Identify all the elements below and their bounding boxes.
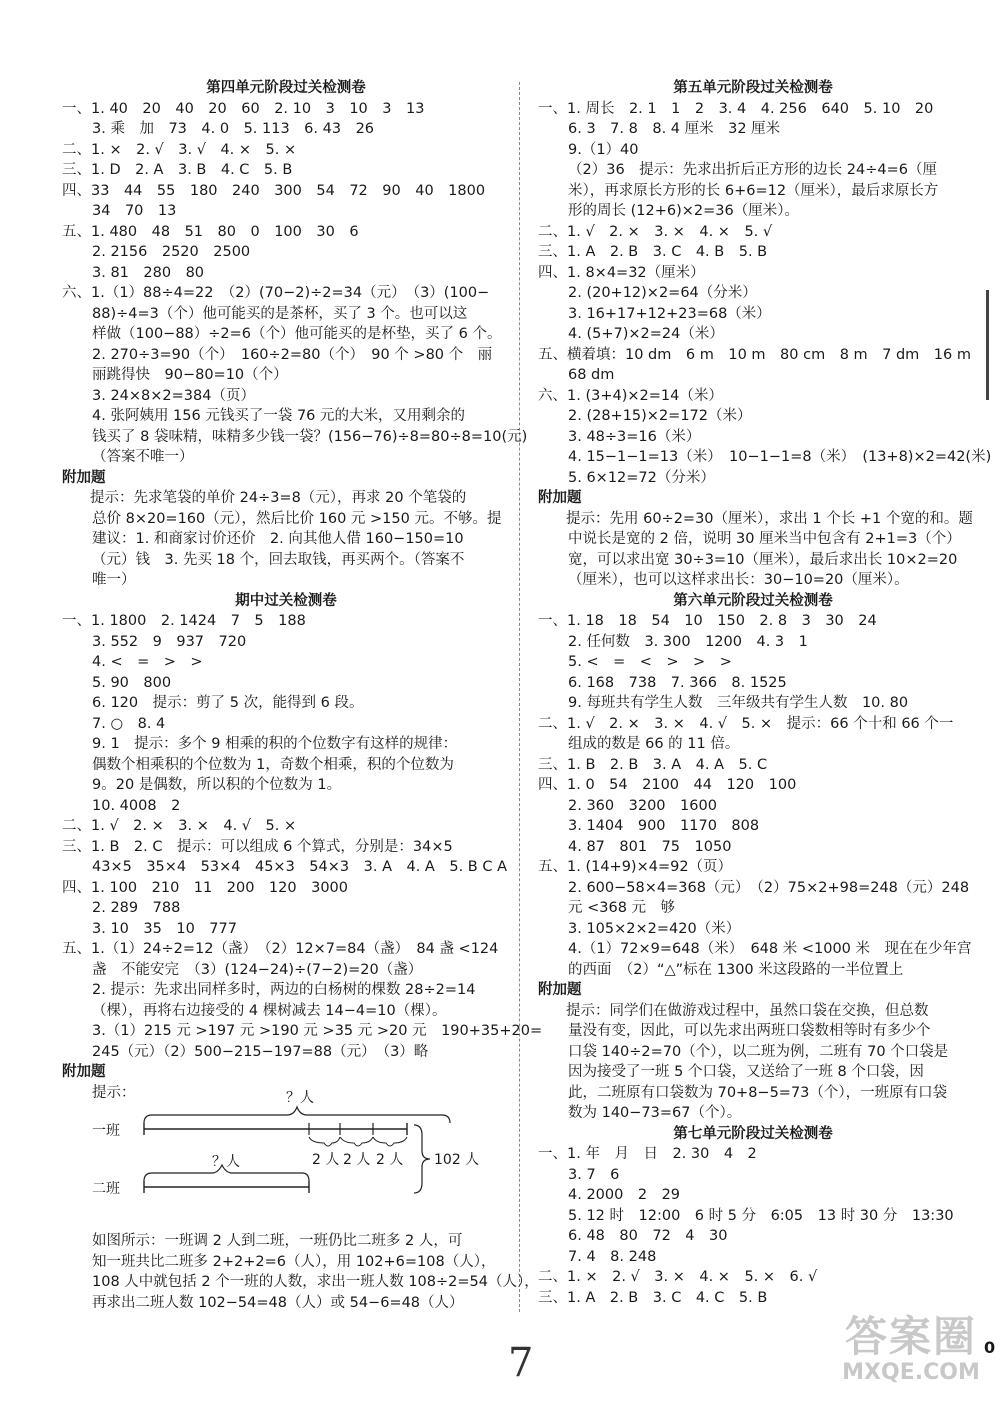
bonus-heading: 附加题 <box>538 490 582 506</box>
answer-line: 盏 不能安完 （3）(124−24)÷(7−2)=20（盏） <box>92 961 423 978</box>
total-label: 102 人 <box>434 1152 480 1168</box>
answer-line: 4.（1）72×9=648（米） 648 米 <1000 米 现在在少年宫 <box>568 941 972 957</box>
answer-line: 4. 张阿姨用 156 元钱买了一袋 76 元的大米，又用剩余的 <box>92 408 466 424</box>
answer-line: 三、1. B 2. B 3. A 4. A 5. C <box>538 756 768 773</box>
answer-line: 2. 360 3200 1600 <box>568 797 717 814</box>
bonus-heading: 附加题 <box>62 1064 106 1080</box>
answer-line: 钱买了 8 袋味精，味精多少钱一袋？(156−76)÷8=80÷8=10(元) <box>92 428 528 445</box>
answer-line: （厘米），也可以这样求出长：30−10=20（厘米）。 <box>568 572 909 588</box>
answer-line: 3. 81 280 80 <box>92 264 205 281</box>
page-number: 0 <box>984 1338 996 1357</box>
answer-line: 6. 120 提示：剪了 5 次，能得到 6 段。 <box>92 695 364 711</box>
answer-line: 三、1. B 2. C 提示：可以组成 6 个算式，分别是：34×5 <box>62 838 453 855</box>
answer-line: 四、1. 8×4=32（厘米） <box>538 264 705 281</box>
answer-line: 提示：同学们在做游戏过程中，虽然口袋在交换，但总数 <box>566 1002 929 1019</box>
answer-line: 五、1.（1）24÷2=12（盏） （2）12×7=84（盏） 84 盏 <124 <box>62 941 499 957</box>
answer-line: 3. 16+17+12+23=68（米） <box>568 305 771 322</box>
seg-label-3: 2 人 <box>376 1152 404 1168</box>
answer-line: 二、1. × 2. √ 3. √ 4. × 5. × <box>62 141 297 158</box>
answer-line: 4. 87 801 75 1050 <box>568 838 732 855</box>
answer-line: 因为接受了一班 5 个口袋，又送给了一班 8 个口袋，因 <box>568 1064 924 1080</box>
answer-line: 108 人中就包括 2 个一班的人数，求出一班人数 108÷2=54（人）， <box>92 1274 539 1290</box>
answer-line: 二、1. √ 2. × 3. × 4. √ 5. × <box>62 818 297 834</box>
answer-line: 三、1. A 2. B 3. C 4. C 5. B <box>538 1289 768 1306</box>
answer-line: 口袋 140÷2=70（个），以二班为例，二班有 70 个口袋是 <box>568 1043 949 1060</box>
answer-line: 中说长是宽的 2 倍，说明 30 厘米当中包含有 2+1=3（个） <box>568 531 961 547</box>
answer-line: 88)÷4=3（个）他可能买的是茶杯，买了 3 个。也可以这 <box>92 305 468 322</box>
seg-label-2: 2 人 <box>343 1152 371 1168</box>
answer-line: 2. 2156 2520 2500 <box>92 244 251 260</box>
handwritten-page-mark: 7 <box>508 1340 534 1386</box>
answer-line: 2. 270÷3=90（个） 160÷2=80（个） 90 个 >80 个 丽 <box>92 346 493 363</box>
answer-line: 2. (28+15)×2=172（米） <box>568 408 752 424</box>
answer-line: 六、1. (3+4)×2=14（米） <box>538 387 723 404</box>
answer-line: 丽跳得快 90−80=10（个） <box>92 367 288 383</box>
answer-line: 5. 12 时 12:00 6 时 5 分 6:05 13 时 30 分 13:30 <box>568 1207 954 1224</box>
top-unknown-label: ？人 <box>286 1090 314 1106</box>
watermark <box>826 1314 996 1386</box>
answer-line: 3. 24×8×2=384（页） <box>92 387 255 404</box>
answer-line: 34 70 13 <box>92 203 177 219</box>
right-column <box>538 78 992 1308</box>
answer-line: 提示：先用 60÷2=30（厘米），求出 1 个长 +1 个宽的和。题 <box>566 510 973 527</box>
answer-line: （2）36 提示：先求出折后正方形的边长 24÷4=6（厘 <box>568 162 937 178</box>
answer-line: 形的周长 (12+6)×2=36（厘米）。 <box>568 203 799 219</box>
answer-line: 二、1. √ 2. × 3. × 4. √ 5. × 提示：66 个十和 66 个一 <box>538 715 954 732</box>
answer-line: 再求出二班人数 102−54=48（人）或 54−6=48（人） <box>92 1294 464 1311</box>
answer-line: 三、1. A 2. B 3. C 4. B 5. B <box>538 244 768 260</box>
answer-line: 一、1. 周长 2. 1 1 2 3. 4 4. 256 640 5. 10 20 <box>538 100 934 117</box>
answer-line: 3. 1404 900 1170 808 <box>568 818 760 834</box>
answer-line: 5. 6×12=72（分米） <box>568 469 715 486</box>
answer-line: 四、1. 100 210 11 200 120 3000 <box>62 879 348 896</box>
answer-line: 245（元）（2）500−215−197=88（元） （3）略 <box>92 1043 429 1060</box>
answer-line: 3. 10 35 10 777 <box>92 920 237 937</box>
answer-line: 米），再求原长方形的长 6+6=12（厘米），最后求原长方 <box>568 182 939 199</box>
answer-line: 知一班共比二班多 2+2+2=6（人），用 102+6=108（人）， <box>92 1253 496 1270</box>
answer-line: （棵），再将右边接受的 4 棵树减去 14−4=10（棵）。 <box>92 1002 447 1019</box>
answer-line: 偶数个相乘积的个位数为 1，奇数个相乘，积的个位数为 <box>92 756 454 773</box>
bonus-heading: 附加题 <box>538 982 582 998</box>
answer-line: 数为 140−73=67（个）。 <box>568 1105 742 1121</box>
mid-unknown-label: ？人 <box>212 1154 240 1170</box>
answer-line: 提示：先求笔袋的单价 24÷3=8（元），再求 20 个笔袋的 <box>90 490 467 506</box>
answer-line: 如图所示：一班调 2 人到二班，一班仍比二班多 2 人，可 <box>92 1233 463 1249</box>
answer-line: 六、1.（1）88÷4=22 （2）(70−2)÷2=34（元） （3）(100− <box>62 285 490 301</box>
seg-brace-2 <box>340 1137 373 1146</box>
answer-line: 9.（1）40 <box>568 141 639 158</box>
answer-line: 9. 1 提示：多个 9 相乘的积的个位数字有这样的规律： <box>92 736 458 752</box>
answer-line: （答案不唯一） <box>92 449 194 465</box>
bonus-heading: 附加题 <box>62 469 106 486</box>
answer-line: 的西面 （2）“△”标在 1300 米这段路的一半位置上 <box>568 961 904 978</box>
answer-line: 4. (5+7)×2=24（米） <box>568 326 724 342</box>
answer-line: 四、1. 0 54 2100 44 120 100 <box>538 777 797 793</box>
class2-label: 二班 <box>92 1181 120 1197</box>
answer-line: 3. 105×2×2=420（米） <box>568 920 741 937</box>
answer-line: 6. 3 7. 8 8. 4 厘米 32 厘米 <box>568 121 781 137</box>
edge-mark <box>986 290 989 400</box>
answer-line: 三、1. D 2. A 3. B 4. C 5. B <box>62 162 293 178</box>
section-title: 第六单元阶段过关检测卷 <box>673 592 833 609</box>
answer-line: 3. 48÷3=16（米） <box>568 428 701 445</box>
answer-line: 组成的数是 66 的 11 倍。 <box>568 736 740 752</box>
answer-line: 二、1. × 2. √ 3. × 4. × 5. × 6. √ <box>538 1269 818 1285</box>
answer-line: 唯一） <box>92 572 136 588</box>
answer-line: 2. (20+12)×2=64（分米） <box>568 285 757 301</box>
column-divider <box>519 82 520 1312</box>
answer-line: 一、1. 18 18 54 10 150 2. 8 3 30 24 <box>538 613 877 629</box>
answer-line: 3. 7 6 <box>568 1166 620 1183</box>
answer-line: 3.（1）215 元 >197 元 >190 元 >35 元 >20 元 190+35+20= <box>92 1023 543 1039</box>
watermark-url: MXQE.COM <box>842 1360 980 1385</box>
answer-line: 4. 15−1−1=13（米） 10−1−1=8（米） (13+8)×2=42(米) <box>568 449 992 465</box>
answer-line: 2. 289 788 <box>92 900 181 916</box>
answer-line: 四、33 44 55 180 240 300 54 72 90 40 1800 <box>62 182 486 199</box>
answer-line: 样做（100−88）÷2=6（个）他可能买的是杯垫，买了 6 个。 <box>92 326 502 342</box>
watermark-logo-text: 答案圈 <box>844 1312 977 1361</box>
answer-line: 9。20 是偶数，所以积的个位数为 1。 <box>92 777 342 793</box>
top-brace <box>144 1107 450 1123</box>
answer-line: 一、1. 年 月 日 2. 30 4 2 <box>538 1146 757 1162</box>
answer-line: 3. 乘 加 73 4. 0 5. 113 6. 43 26 <box>92 121 375 137</box>
answer-line: 总价 8×20=160（元），然后比价 160 元 >150 元。不够。提 <box>92 510 502 527</box>
left-column <box>62 78 543 1313</box>
answer-line: 7. ○ 8. 4 <box>92 715 166 732</box>
seg-label-1: 2 人 <box>312 1152 340 1168</box>
diagram-lines <box>62 1103 482 1231</box>
answer-line: 10. 4008 2 <box>92 797 181 814</box>
answer-line: 五、横着填：10 dm 6 m 10 m 80 cm 8 m 7 dm 16 m <box>538 346 971 363</box>
answer-line: 7. 4 8. 248 <box>568 1248 657 1265</box>
answer-line: 宽，可以求出宽 30÷3=10（厘米），最后求出长 10×2=20 <box>568 551 958 568</box>
answer-line: 6. 48 80 72 4 30 <box>568 1228 728 1244</box>
seg-brace-3 <box>373 1137 407 1146</box>
section-title: 第四单元阶段过关检测卷 <box>206 80 366 96</box>
section-title: 第七单元阶段过关检测卷 <box>673 1125 833 1142</box>
answer-line: 2. 任何数 3. 300 1200 4. 3 1 <box>568 633 808 650</box>
answer-line: 43×5 35×4 53×4 45×3 54×3 3. A 4. A 5. B C A <box>92 859 508 875</box>
answer-line: 一、1. 40 20 40 20 60 2. 10 3 10 3 13 <box>62 100 425 117</box>
seg-brace-1 <box>309 1137 340 1146</box>
answer-line: 量没有变，因此，可以先求出两班口袋数相等时有多少个 <box>568 1023 931 1039</box>
total-brace <box>414 1125 430 1193</box>
class1-label: 一班 <box>92 1123 120 1139</box>
answer-line: 提示： <box>92 1084 136 1101</box>
answer-line: （元）钱 3. 先买 18 个，回去取钱，再买两个。（答案不 <box>92 551 465 568</box>
answer-line: 4. < = > > <box>92 654 203 670</box>
section-title: 第五单元阶段过关检测卷 <box>673 80 833 96</box>
answer-line: 3. 552 9 937 720 <box>92 633 247 650</box>
answer-line: 建议：1. 和商家讨价还价 2. 向其他人借 160−150=10 <box>92 531 464 547</box>
answer-line: 9. 每班共有学生人数 三年级共有学生人数 10. 80 <box>568 695 909 711</box>
answer-line: 元 <368 元 够 <box>568 900 676 916</box>
answer-line: 2. 600−58×4=368（元） （2）75×2+98=248（元）248 <box>568 879 970 896</box>
answer-line: 五、1. 480 48 51 80 0 100 30 6 <box>62 223 359 240</box>
answer-line: 一、1. 1800 2. 1424 7 5 188 <box>62 613 306 629</box>
answer-line: 4. 2000 2 29 <box>568 1187 681 1203</box>
section-title: 期中过关检测卷 <box>235 592 337 609</box>
answer-line: 此，二班原有口袋数为 70+8−5=73（个），一班原有口袋 <box>568 1084 948 1101</box>
answer-line: 2. 提示：先求出同样多时，两边的白杨树的棵数 28÷2=14 <box>92 982 476 998</box>
answer-line: 6. 168 738 7. 366 8. 1525 <box>568 674 787 691</box>
answer-line: 68 dm <box>568 367 615 383</box>
answer-line: 5. 90 800 <box>92 674 172 691</box>
answer-line: 5. < = < > > > <box>568 654 732 670</box>
answer-line: 二、1. √ 2. × 3. × 4. × 5. √ <box>538 223 773 240</box>
answer-line: 五、1. (14+9)×4=92（页） <box>538 859 733 875</box>
